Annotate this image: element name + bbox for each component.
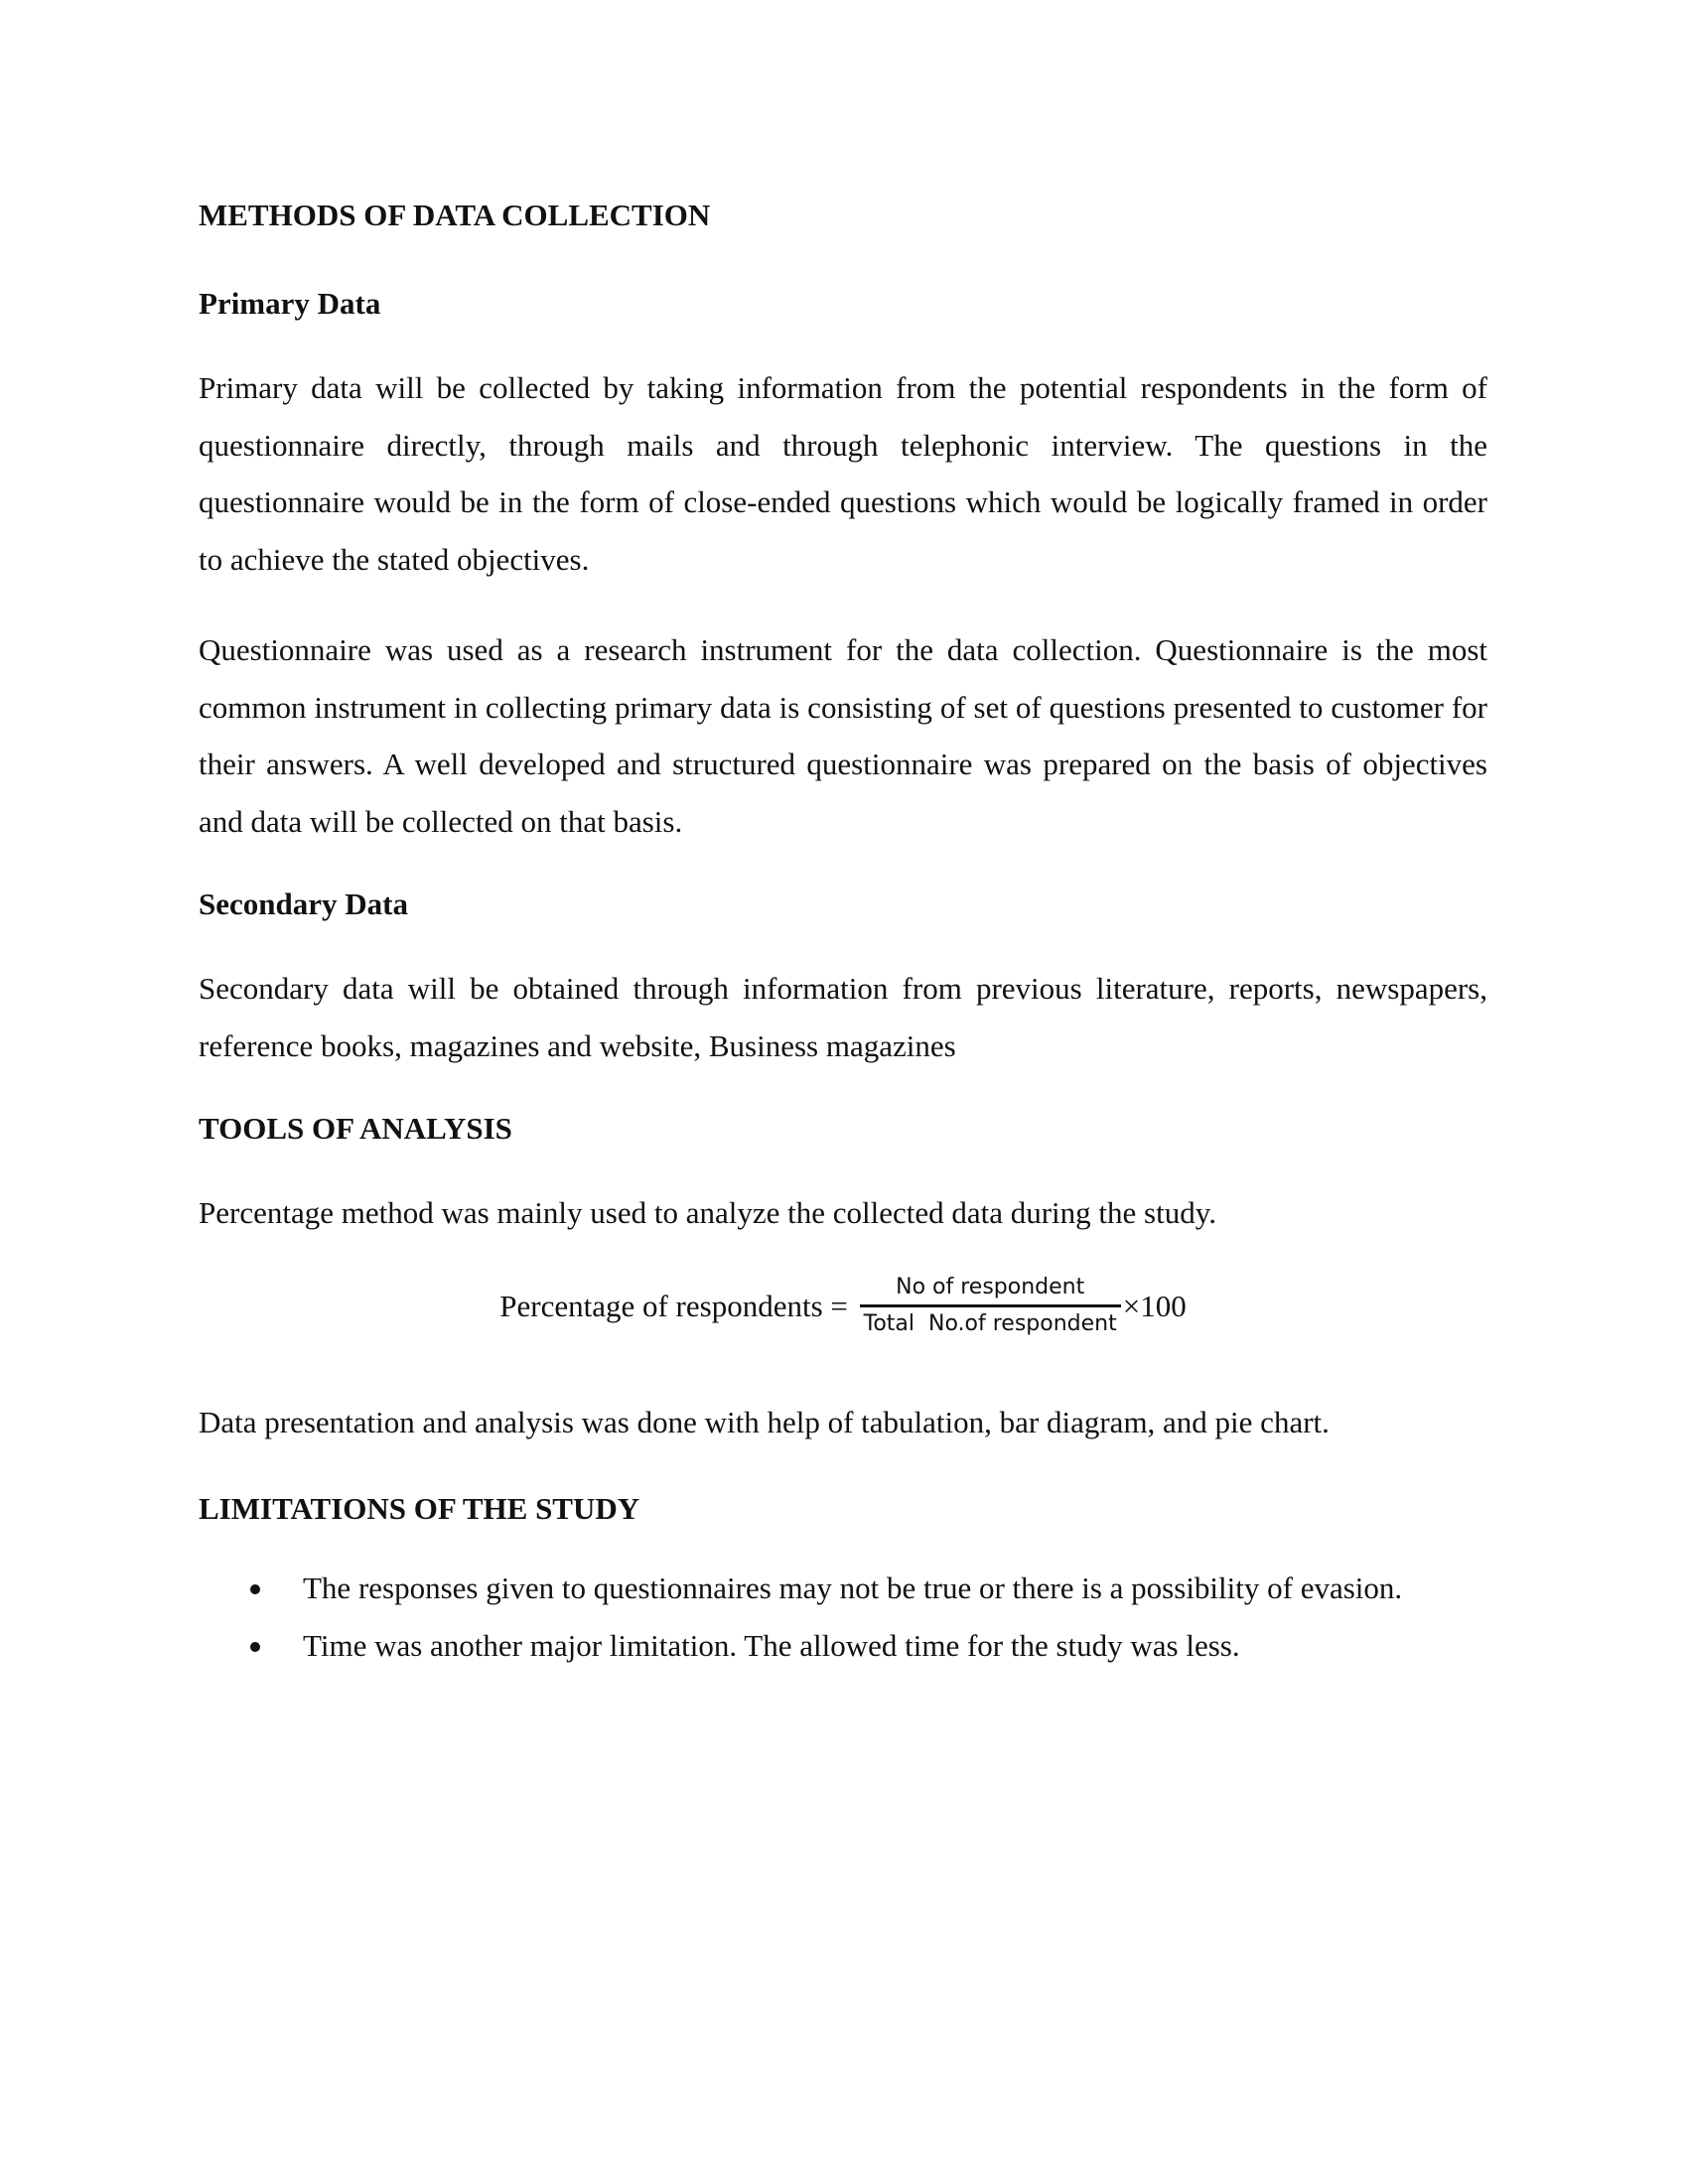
secondary-data-paragraph: Secondary data will be obtained through information from previous literature, reports, newspapers, reference books, magazines and website, Business magazines [199, 971, 1487, 1063]
bullet-icon [250, 1642, 260, 1652]
formula-fraction [860, 1274, 1121, 1338]
tools-of-analysis-paragraph: Percentage method was mainly used to analyze the collected data during the study. [199, 1195, 1216, 1230]
secondary-data-heading: Secondary Data [199, 887, 408, 921]
primary-data-heading: Primary Data [199, 286, 381, 321]
list-item [199, 1560, 1487, 1617]
formula-denominator: Total No.of respondent [863, 1311, 1117, 1336]
percentage-formula [199, 1261, 1487, 1352]
presentation-paragraph: Data presentation and analysis was done with help of tabulation, bar diagram, and pie chart. [199, 1404, 1330, 1439]
formula-numerator: No of respondent [896, 1275, 1085, 1299]
limitation-text: The responses given to questionnaires may not be true or there is a possibility of evasion. [303, 1570, 1403, 1605]
primary-data-paragraph-2: Questionnaire was used as a research instrument for the data collection. Questionnaire is the most common instrument in collecting primary data is consisting of set of questions presented to customer for their answers. A well developed and structured questionnaire was prepared on the basis of objectives and data will be collected on that basis. [199, 632, 1487, 839]
methods-heading: METHODS OF DATA COLLECTION [199, 198, 711, 232]
limitations-list [199, 1560, 1487, 1675]
list-item [199, 1617, 1487, 1675]
limitations-heading: LIMITATIONS OF THE STUDY [199, 1491, 640, 1526]
primary-data-paragraph-1: Primary data will be collected by taking information from the potential respondents in the form of questionnaire directly, through mails and through telephonic interview. The questions in the questionnaire would be in the form of close-ended questions which would be logically framed in order to achieve the stated objectives. [199, 370, 1487, 577]
formula-lhs: Percentage of respondents = [499, 1288, 856, 1323]
formula-multiplier: ×100 [1122, 1288, 1187, 1323]
bullet-icon [250, 1584, 260, 1594]
tools-of-analysis-heading: TOOLS OF ANALYSIS [199, 1111, 512, 1146]
fraction-bar [860, 1304, 1121, 1307]
limitation-text: Time was another major limitation. The allowed time for the study was less. [303, 1628, 1240, 1663]
document-body [199, 195, 1487, 1675]
